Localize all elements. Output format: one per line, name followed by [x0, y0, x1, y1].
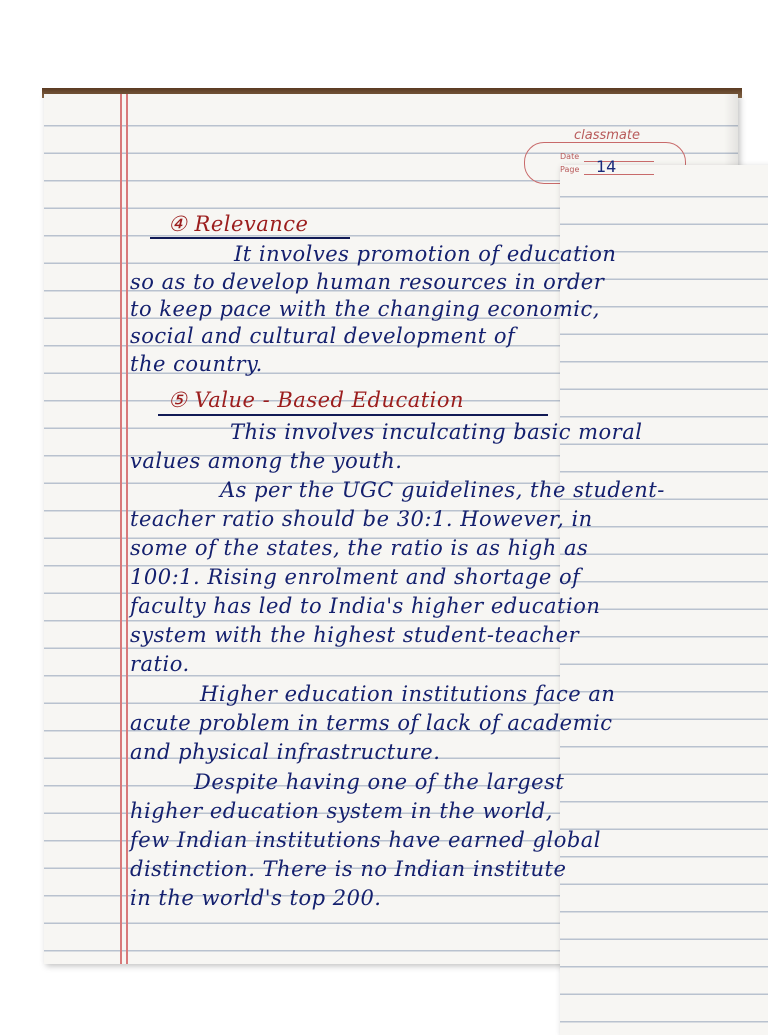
margin-line-inner — [126, 94, 128, 964]
stamp-brand: classmate — [574, 128, 640, 143]
text-line: Higher education institutions face an — [200, 682, 616, 706]
text-line: to keep pace with the changing economic, — [130, 297, 600, 321]
text-line: social and cultural development of — [130, 324, 516, 348]
page-number: 14 — [596, 157, 617, 176]
stamp-date-label: Date — [560, 152, 580, 161]
margin-line — [120, 94, 122, 964]
stamp-page-rule — [584, 174, 654, 175]
text-line: so as to develop human resources in order — [130, 270, 605, 294]
text-line: and physical infrastructure. — [130, 740, 441, 764]
text-line: some of the states, the ratio is as high as — [130, 536, 589, 560]
classmate-stamp — [524, 128, 694, 190]
text-line: higher education system in the world, — [130, 799, 553, 823]
text-line: Despite having one of the largest — [194, 770, 565, 794]
stamp-date-rule — [584, 161, 654, 162]
section-4-heading: ④ Relevance — [168, 212, 309, 236]
text-line: teacher ratio should be 30:1. However, in — [130, 507, 593, 531]
text-line: acute problem in terms of lack of academic — [130, 711, 613, 735]
text-line: This involves inculcating basic moral — [230, 420, 643, 444]
text-line: 100:1. Rising enrolment and shortage of — [130, 565, 581, 589]
text-line: distinction. There is no Indian institute — [130, 857, 567, 881]
heading-underline — [150, 237, 350, 239]
text-line: values among the youth. — [130, 449, 403, 473]
text-line: system with the highest student-teacher — [130, 623, 580, 647]
text-line: As per the UGC guidelines, the student- — [220, 478, 665, 502]
heading-underline — [158, 414, 548, 416]
stamp-page-label: Page — [560, 165, 768, 1035]
text-line: It involves promotion of education — [234, 242, 617, 266]
text-line: few Indian institutions have earned global — [130, 828, 602, 852]
section-5-heading: ⑤ Value - Based Education — [168, 388, 465, 412]
text-line: ratio. — [130, 652, 190, 676]
text-line: faculty has led to India's higher education — [130, 594, 601, 618]
notebook-page — [44, 94, 738, 964]
text-line: the country. — [130, 352, 263, 376]
text-line: in the world's top 200. — [130, 886, 382, 910]
